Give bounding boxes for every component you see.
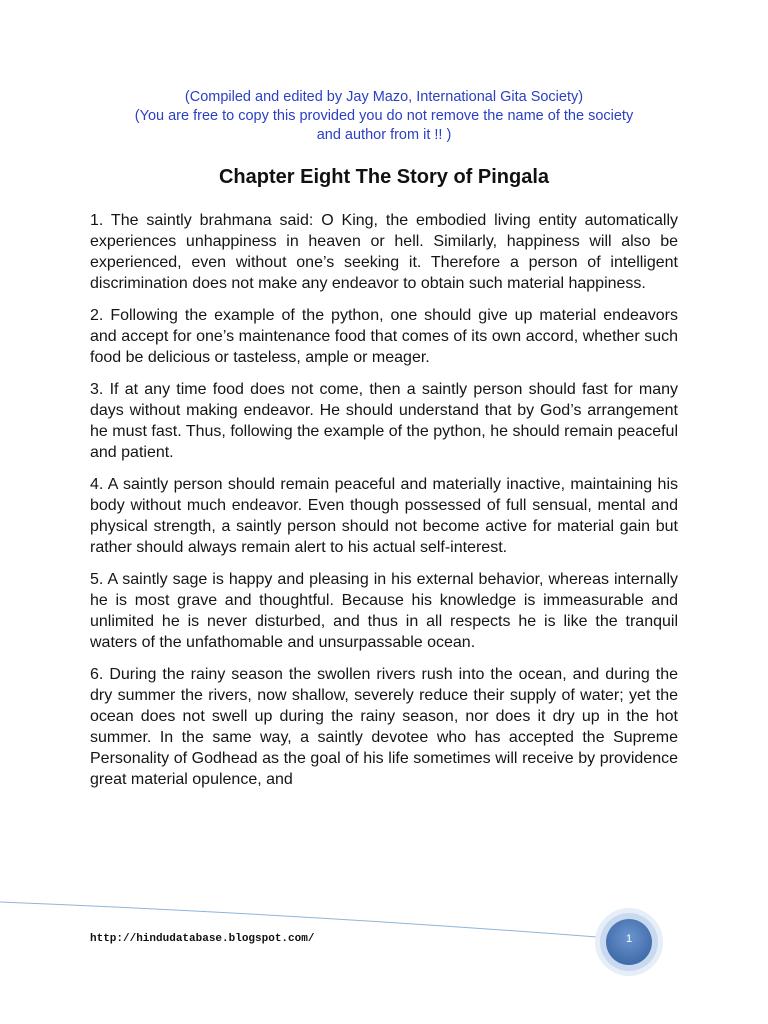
paragraph-6: 6. During the rainy season the swollen rivers rush into the ocean, and during the dry summer the rivers, now shallow, severely reduce their supply of water; yet the ocean does not swell up during the rainy season, nor does it dry up in the hot summer. In the same way, a saintly devotee who has accepted the Supreme Personality of Godhead as the goal of his life sometimes will receive by providence great material opulence, and [90, 666, 678, 788]
chapter-title: Chapter Eight The Story of Pingala [218, 166, 550, 188]
compiler-note-line-3: and author from it !! ) [316, 127, 452, 143]
paragraph-4: 4. A saintly person should remain peaceful and materially inactive, maintaining his body without much endeavor. Even though possessed of full sensual, mental and physical strength, a saintly person should not become active for material gain but rather should always remain alert to his actual self-interest. [90, 476, 678, 556]
body-text [90, 210, 678, 801]
paragraph-5: 5. A saintly sage is happy and pleasing in his external behavior, whereas internally he is most grave and thoughtful. Because his knowledge is immeasurable and unlimited he is never disturbed, and thus in all respects he is like the tranquil waters of the unfathomable and unsurpassable ocean. [90, 571, 678, 651]
page-number: 1 [625, 933, 633, 945]
paragraph-2: 2. Following the example of the python, one should give up material endeavors and accept for one’s maintenance food that comes of its own accord, whether such food be delicious or tasteless, ample or meager. [90, 307, 678, 366]
paragraph-3: 3. If at any time food does not come, then a saintly person should fast for many days without making endeavor. He should understand that by God’s arrangement he must fast. Thus, following the example of the python, he should remain peaceful and patient. [90, 381, 678, 461]
paragraph-1: 1. The saintly brahmana said: O King, the embodied living entity automatically experiences unhappiness in heaven or hell. Similarly, happiness will also be experienced, even without one’s seeking it. Therefore a person of intelligent discrimination does not make any endeavor to obtain such material happiness. [90, 212, 678, 292]
compiler-note-line-2: (You are free to copy this provided you do not remove the name of the society [134, 108, 634, 124]
compiler-note-line-1: (Compiled and edited by Jay Mazo, International Gita Society) [184, 89, 584, 105]
compiler-note [90, 88, 678, 145]
footer-url: http://hindudatabase.blogspot.com/ [90, 933, 315, 945]
